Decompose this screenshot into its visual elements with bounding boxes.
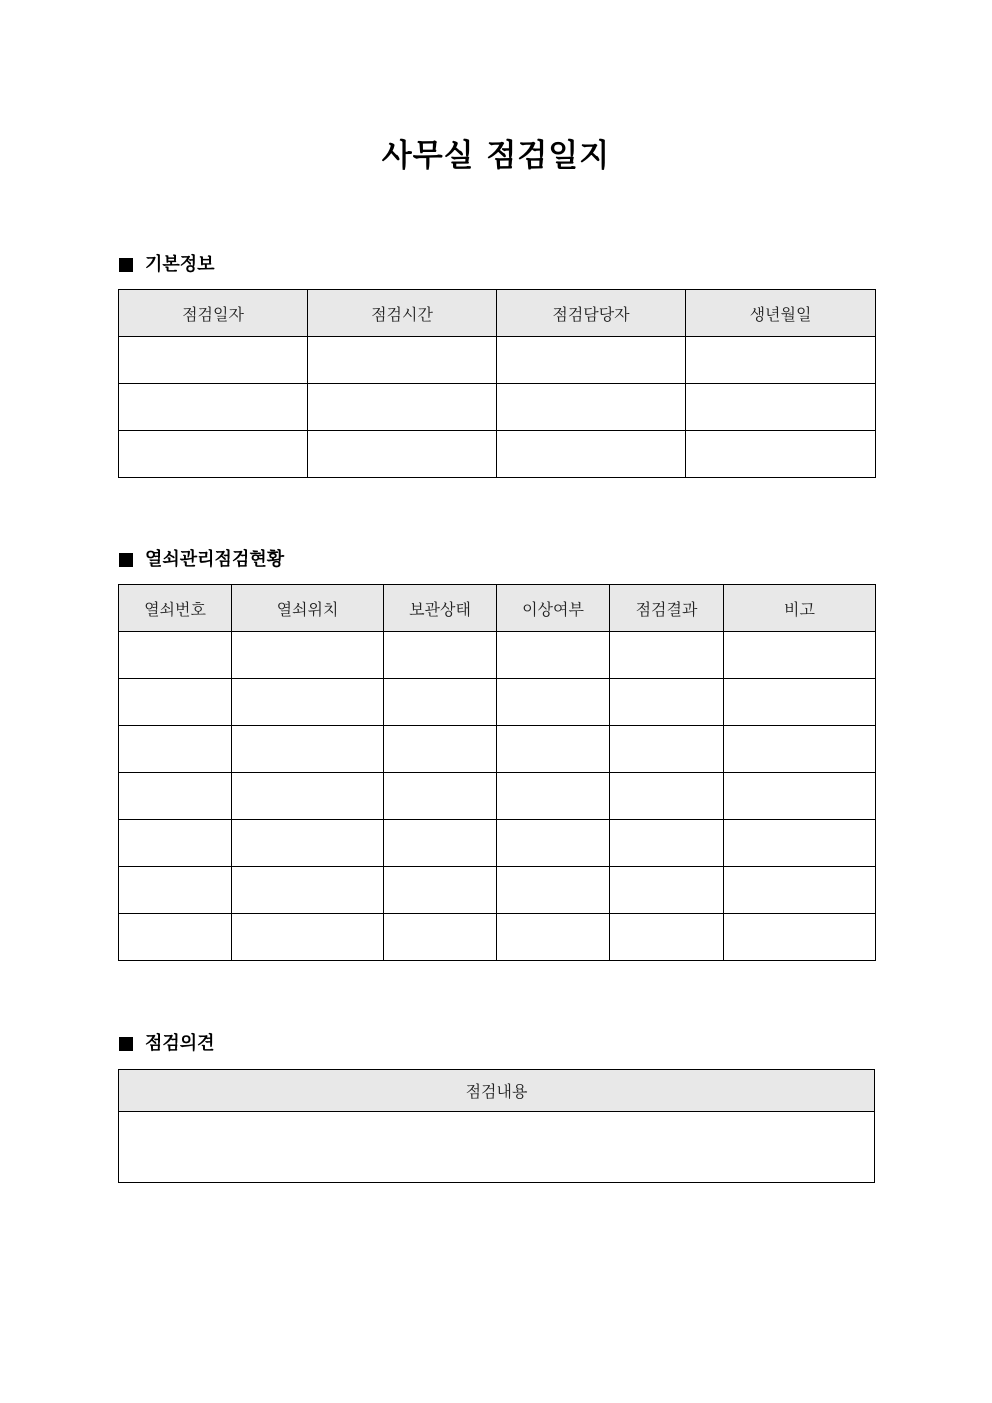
input-cell[interactable]	[497, 867, 610, 914]
input-cell[interactable]	[686, 337, 876, 384]
input-cell[interactable]	[724, 679, 876, 726]
opinion-table	[118, 1069, 875, 1183]
input-cell[interactable]	[610, 914, 724, 961]
input-cell[interactable]	[232, 679, 384, 726]
header-cell: 비고	[724, 585, 876, 632]
input-cell[interactable]	[119, 337, 308, 384]
input-cell[interactable]	[384, 773, 497, 820]
header-cell: 이상여부	[497, 585, 610, 632]
input-cell[interactable]	[232, 632, 384, 679]
input-cell[interactable]	[724, 632, 876, 679]
input-cell[interactable]	[610, 679, 724, 726]
input-cell[interactable]	[724, 914, 876, 961]
input-cell[interactable]	[119, 384, 308, 431]
input-cell[interactable]	[384, 820, 497, 867]
input-cell[interactable]	[610, 726, 724, 773]
opinion-content-field[interactable]	[119, 1112, 875, 1183]
table-row	[119, 820, 876, 867]
input-cell[interactable]	[119, 867, 232, 914]
header-cell: 점검내용	[119, 1070, 875, 1112]
table-row	[119, 384, 876, 431]
input-cell[interactable]	[232, 867, 384, 914]
header-cell: 점검담당자	[497, 290, 686, 337]
input-cell[interactable]	[724, 726, 876, 773]
input-cell[interactable]	[610, 867, 724, 914]
input-cell[interactable]	[497, 384, 686, 431]
input-cell[interactable]	[119, 679, 232, 726]
input-cell[interactable]	[497, 337, 686, 384]
input-cell[interactable]	[308, 337, 497, 384]
input-cell[interactable]	[232, 914, 384, 961]
square-bullet-icon	[119, 553, 133, 567]
input-cell[interactable]	[384, 632, 497, 679]
table-row	[119, 1112, 875, 1183]
input-cell[interactable]	[119, 431, 308, 478]
header-cell: 점검일자	[119, 290, 308, 337]
input-cell[interactable]	[497, 726, 610, 773]
input-cell[interactable]	[610, 632, 724, 679]
key-management-table	[118, 584, 876, 961]
header-cell: 점검결과	[610, 585, 724, 632]
table-header-row	[119, 585, 876, 632]
table-row	[119, 632, 876, 679]
input-cell[interactable]	[724, 820, 876, 867]
header-cell: 열쇠위치	[232, 585, 384, 632]
table-row	[119, 679, 876, 726]
input-cell[interactable]	[384, 726, 497, 773]
table-row	[119, 431, 876, 478]
input-cell[interactable]	[308, 384, 497, 431]
square-bullet-icon	[119, 258, 133, 272]
header-cell: 점검시간	[308, 290, 497, 337]
input-cell[interactable]	[724, 773, 876, 820]
input-cell[interactable]	[384, 679, 497, 726]
table-row	[119, 337, 876, 384]
input-cell[interactable]	[119, 632, 232, 679]
header-cell: 생년월일	[686, 290, 876, 337]
table-row	[119, 914, 876, 961]
input-cell[interactable]	[384, 914, 497, 961]
header-cell: 열쇠번호	[119, 585, 232, 632]
input-cell[interactable]	[384, 867, 497, 914]
table-header-row	[119, 1070, 875, 1112]
input-cell[interactable]	[119, 820, 232, 867]
input-cell[interactable]	[308, 431, 497, 478]
table-row	[119, 773, 876, 820]
section-title: 점검의견	[145, 1033, 215, 1054]
header-cell: 보관상태	[384, 585, 497, 632]
table-header-row	[119, 290, 876, 337]
square-bullet-icon	[119, 1037, 133, 1051]
input-cell[interactable]	[497, 431, 686, 478]
section-title: 기본정보	[145, 254, 215, 275]
input-cell[interactable]	[724, 867, 876, 914]
input-cell[interactable]	[610, 820, 724, 867]
input-cell[interactable]	[497, 632, 610, 679]
input-cell[interactable]	[119, 914, 232, 961]
input-cell[interactable]	[119, 726, 232, 773]
input-cell[interactable]	[497, 914, 610, 961]
input-cell[interactable]	[686, 384, 876, 431]
basic-info-table	[118, 289, 876, 478]
section-heading-basic-info	[119, 253, 215, 277]
page-title: 사무실 점검일지	[381, 138, 611, 174]
input-cell[interactable]	[119, 773, 232, 820]
input-cell[interactable]	[497, 679, 610, 726]
input-cell[interactable]	[686, 431, 876, 478]
input-cell[interactable]	[610, 773, 724, 820]
input-cell[interactable]	[232, 726, 384, 773]
section-title: 열쇠관리점검현황	[145, 549, 285, 570]
section-heading-key-management	[119, 548, 284, 572]
table-row	[119, 867, 876, 914]
section-heading-opinion	[119, 1032, 215, 1056]
input-cell[interactable]	[232, 773, 384, 820]
table-row	[119, 726, 876, 773]
input-cell[interactable]	[497, 773, 610, 820]
input-cell[interactable]	[232, 820, 384, 867]
input-cell[interactable]	[497, 820, 610, 867]
